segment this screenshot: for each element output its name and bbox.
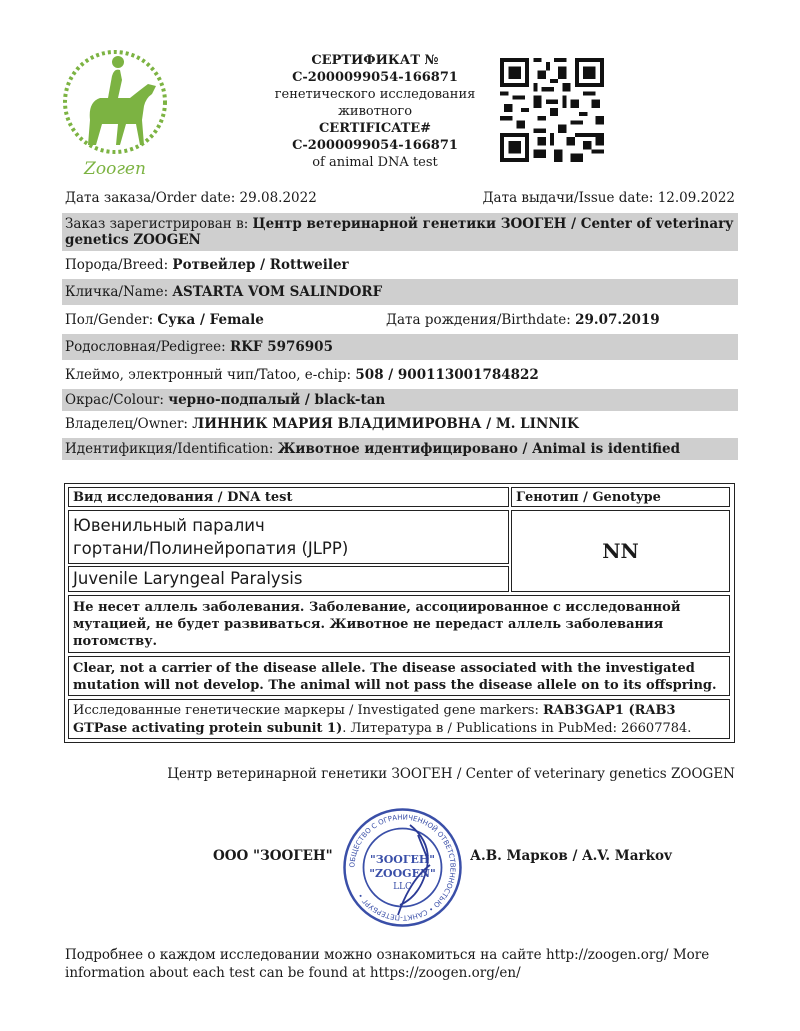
header-cell-test <box>68 487 509 507</box>
description-ru: Не несет аллель заболевания. Заболевание, ассоциированное с исследованной мутацией, не будет развиваться. Животное не передаст аллель заболевания потомству. <box>73 600 681 649</box>
stamp-ring-text: ОБЩЕСТВО С ОГРАНИЧЕННОЙ ОТВЕТСТВЕННОСТЬЮ • САНКТ-ПЕТЕРБУРГ • <box>348 813 457 922</box>
identification-value: Животное идентифицировано / Animal is identified <box>277 441 681 457</box>
gender-field <box>62 312 738 332</box>
markers-label: Исследованные генетические маркеры / Investigated gene markers: <box>73 703 543 718</box>
chip-label: Клеймо, электронный чип/Tatoo, e-chip: <box>65 367 356 383</box>
name-label: Кличка/Name: <box>65 284 173 300</box>
test-name-en: Juvenile Laryngeal Paralysis <box>73 569 303 588</box>
gender-value: Сука / Female <box>157 312 264 328</box>
col-test-header: Вид исследования / DNA test <box>73 490 293 505</box>
footer-note: Подробнее о каждом исследовании можно ознакомиться на сайте http://zoogen.org/ More information about each test can be found at https://zoogen.org/en/ <box>65 947 710 981</box>
birthdate <box>386 312 660 328</box>
pedigree-field <box>62 334 738 360</box>
registered-value: Центр ветеринарной генетики ЗООГЕН / Center of veterinary genetics ZOOGEN <box>65 216 734 248</box>
genotype-cell <box>511 510 730 592</box>
col-genotype-header: Генотип / Genotype <box>516 490 661 505</box>
stamp-center-en: "ZOOGEN" <box>369 867 436 880</box>
breed-value: Ротвейлер / Rottweiler <box>172 257 349 273</box>
description-ru-cell <box>68 595 730 653</box>
registered-label: Заказ зарегистрирован в: <box>65 216 253 232</box>
chip-value: 508 / 900113001784822 <box>355 367 539 383</box>
registered-field <box>62 213 738 251</box>
genotype-value: NN <box>602 539 639 563</box>
company-stamp <box>340 805 465 930</box>
markers-value: RAB3GAP1 (RAB3 GTPase activating protein subunit 1) <box>73 703 676 736</box>
colour-label: Окрас/Colour: <box>65 392 169 408</box>
owner-label: Владелец/Owner: <box>65 416 193 432</box>
title-ru: СЕРТИФИКАТ № <box>311 53 439 68</box>
description-en: Clear, not a carrier of the disease allele. The disease associated with the investigated mutation will not develop. The animal will not pass the disease allele on to its offspring. <box>73 661 717 693</box>
stamp-center-ru: "ЗООГЕН" <box>370 853 435 866</box>
colour-value: черно-подпалый / black-tan <box>168 392 386 408</box>
certificate-title <box>260 52 490 171</box>
identification-label: Идентификция/Identification: <box>65 441 278 457</box>
certificate-number-en: C-2000099054-166871 <box>292 138 458 153</box>
logo-text: Zooгen <box>84 159 146 179</box>
breed-field <box>62 257 738 277</box>
dates-row <box>65 190 735 208</box>
owner-field <box>62 416 738 436</box>
title-ru-line2: генетического исследования <box>274 87 476 102</box>
signer-name: А.В. Марков / A.V. Markov <box>470 848 672 864</box>
title-en-line2: of animal DNA test <box>312 155 438 170</box>
company-name: ООО "ЗООГЕН" <box>213 848 333 864</box>
colour-field <box>62 389 738 411</box>
title-en: CERTIFICATE# <box>318 121 432 136</box>
zoogen-logo <box>60 40 170 180</box>
order-date: Дата заказа/Order date: 29.08.2022 <box>65 190 317 206</box>
birthdate-value: 29.07.2019 <box>575 312 660 328</box>
issuing-center: Центр ветеринарной генетики ЗООГЕН / Center of veterinary genetics ZOOGEN <box>167 766 735 782</box>
name-field <box>62 279 738 305</box>
results-table <box>64 483 735 743</box>
gender-label: Пол/Gender: <box>65 312 158 328</box>
birthdate-label: Дата рождения/Birthdate: <box>386 312 576 328</box>
markers-text <box>73 702 725 738</box>
markers-cell <box>68 699 730 739</box>
identification-field <box>62 438 738 460</box>
breed-label: Порода/Breed: <box>65 257 173 273</box>
publications-text: . Литература в / Publications in PubMed: 26607784. <box>342 721 692 736</box>
pedigree-label: Родословная/Pedigree: <box>65 339 230 355</box>
issue-date: Дата выдачи/Issue date: 12.09.2022 <box>482 190 735 206</box>
test-name-ru-cell <box>68 510 509 564</box>
test-name-en-cell <box>68 566 509 592</box>
title-ru-line3: животного <box>337 104 413 119</box>
header-cell-genotype <box>511 487 730 507</box>
dog-name-value: ASTARTA VOM SALINDORF <box>172 284 383 300</box>
chip-field <box>62 367 738 387</box>
qr-code-icon <box>500 58 604 162</box>
test-name-ru-1: Ювенильный паралич <box>73 516 265 535</box>
owner-value: ЛИННИК МАРИЯ ВЛАДИМИРОВНА / M. LINNIK <box>192 416 579 432</box>
stamp-center-llc: LLC <box>393 882 412 892</box>
test-name-ru-2: гортани/Полинейропатия (JLPP) <box>73 539 349 558</box>
certificate-number-ru: C-2000099054-166871 <box>292 70 458 85</box>
pedigree-value: RKF 5976905 <box>229 339 333 355</box>
description-en-cell <box>68 656 730 696</box>
